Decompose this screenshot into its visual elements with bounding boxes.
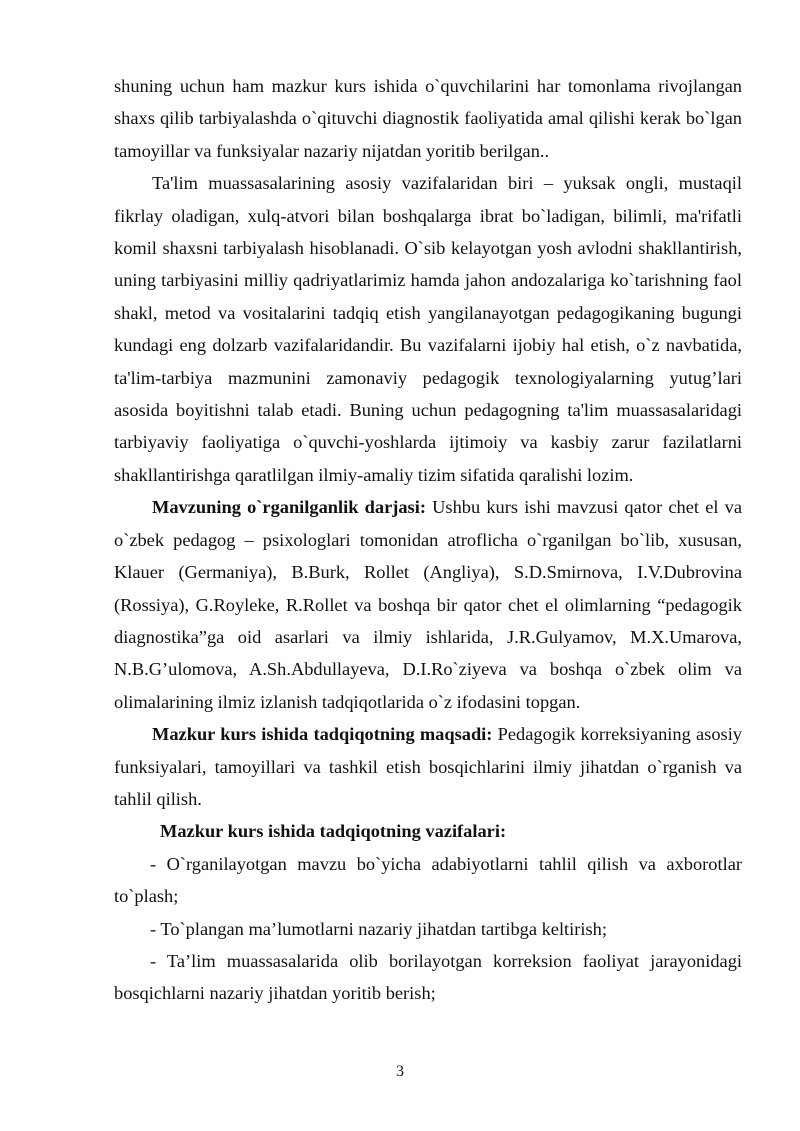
study-degree-text: Ushbu kurs ishi mavzusi qator chet el va o`zbek pedagog – psixologlari tomonidan atroflicha o`rganilgan bo`lib, xususan, Klauer (Germaniya), B.Burk, Rollet (Angliya), S.D.Smirnova, I.V.Dubrovina (Rossiya), G.Royleke, R.Rollet va boshqa bir qator chet el olimlarning “pedagogik diagnostika”ga oid asarlari va ilmiy ishlarida, J.R.Gulyamov, M.X.Umarova, N.B.G’ulomova, A.Sh.Abdullayeva, D.I.Ro`ziyeva va boshqa o`zbek olim va olimalarining ilmiz izlanish tadqiqotlarida o`z ifodasini topgan. bbox=[114, 497, 742, 712]
paragraph-main-tasks: Ta'lim muassasalarining asosiy vazifalaridan biri – yuksak ongli, mustaqil fikrlay oladigan, xulq-atvori bilan boshqalarga ibrat bo`ladigan, bilimli, ma'rifatli komil shaxsni tarbiyalash hisoblanadi. O`sib kelayotgan yosh avlodni shakllantirish, uning tarbiyasini milliy qadriyatlarimiz hamda jahon andozalariga ko`tarishning faol shakl, metod va vositalarini tadqiq etish yangilanayotgan pedagogikaning bugungi kundagi eng dolzarb vazifalaridandir. Bu vazifalarni ijobiy hal etish, o`z navbatida, ta'lim-tarbiya mazmunini zamonaviy pedagogik texnologiyalarning yutug’lari asosida boyitishni talab etadi. Buning uchun pedagogning ta'lim muassasalaridagi tarbiyaviy faoliyatiga o`quvchi-yoshlarda ijtimoiy va kasbiy zarur fazilatlarni shakllantirishga qaratlilgan ilmiy-amaliy tizim sifatida qaralishi lozim. bbox=[114, 173, 742, 485]
research-goal-label: Mazkur kurs ishida tadqiqotning maqsadi: bbox=[152, 724, 493, 745]
task-item: - O`rganilayotgan mavzu bo`yicha adabiyotlarni tahlil qilish va axborotlar to`plash; bbox=[114, 853, 742, 907]
paragraph-research-goal bbox=[114, 718, 742, 815]
study-degree-label: Mavzuning o`rganilganlik darjasi: bbox=[152, 497, 426, 518]
paragraph-intro-continuation: shuning uchun ham mazkur kurs ishida o`quvchilarini har tomonlama rivojlangan shaxs qilib tarbiyalashda o`qituvchi diagnostik faoliyatida amal qilishi kerak bo`lgan tamoyillar va funksiyalar nazariy nijatdan yoritib berilgan.. bbox=[114, 76, 742, 161]
research-goal-text: Pedagogik korreksiyaning asosiy funksiyalari, tamoyillari va tashkil etish bosqichlarini ilmiy jihatdan o`rganish va tahlil qilish. bbox=[114, 724, 742, 809]
paragraph-study-degree bbox=[114, 491, 742, 718]
page-number: 3 bbox=[396, 1063, 404, 1080]
task-item: - To`plangan ma’lumotlarni nazariy jihatdan tartibga keltirish; bbox=[150, 918, 607, 939]
research-tasks-heading: Mazkur kurs ishida tadqiqotning vazifalari: bbox=[160, 821, 507, 842]
document-page bbox=[114, 70, 742, 1010]
task-item: - Ta’lim muassasalarida olib borilayotgan korreksion faoliyat jarayonidagi bosqichlarni nazariy jihatdan yoritib berish; bbox=[114, 950, 742, 1004]
